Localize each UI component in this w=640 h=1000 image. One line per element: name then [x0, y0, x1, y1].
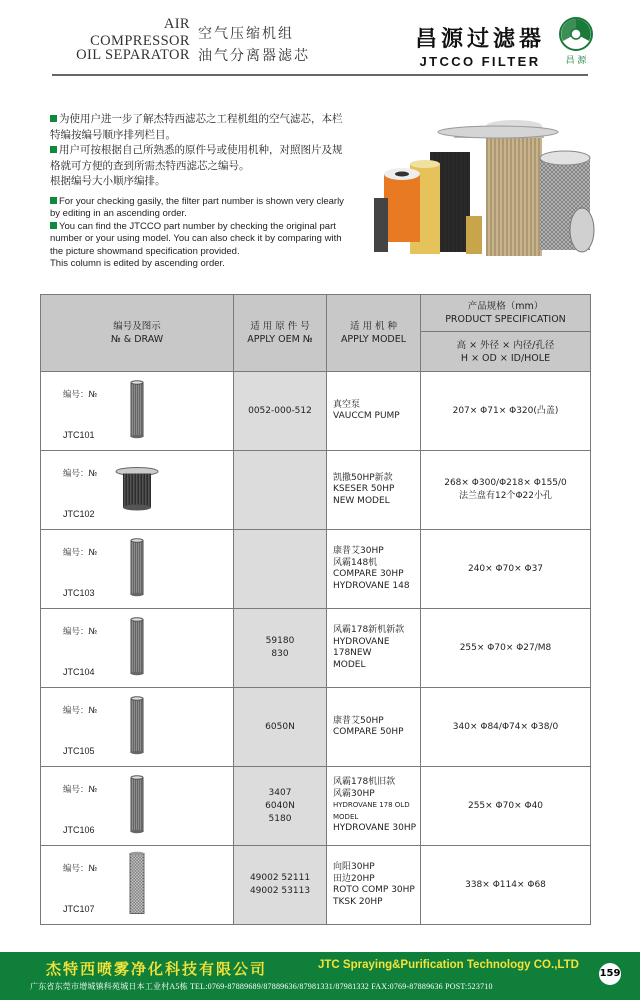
- part-code: JTC105: [63, 746, 95, 756]
- oem-line: 0052-000-512: [248, 405, 312, 416]
- cell-spec: [421, 451, 591, 530]
- oem-line: 5180: [268, 813, 292, 824]
- number-label: 编号：№: [63, 864, 98, 874]
- model-line: 康普艾30HP: [333, 546, 384, 556]
- table-row: [41, 372, 591, 451]
- bullet-square-icon: [50, 146, 57, 153]
- spec-line: 法兰盘有12个Φ22小孔: [459, 491, 552, 501]
- logo-text: 昌 源: [565, 56, 587, 66]
- header-model: 适 用 机 种 APPLY MODEL: [327, 295, 421, 372]
- table-row: [41, 767, 591, 846]
- brand-name-en: JTCCO FILTER: [419, 54, 541, 69]
- cell-oem: [234, 767, 327, 846]
- cell-number-draw: [41, 846, 234, 925]
- cell-model: [327, 767, 421, 846]
- model-line: 凯撒50HP新款: [333, 472, 393, 483]
- number-label: 编号：№: [63, 469, 98, 479]
- cell-model: [327, 688, 421, 767]
- oem-line: 830: [271, 649, 289, 659]
- intro-zh-para1: 为使用户进一步了解杰特西滤芯之工程机组的空气滤芯，本栏特编按编号顺序排列栏目。: [50, 113, 343, 141]
- filter-spec-table: [40, 294, 591, 925]
- header-line1-en: AIR COMPRESSOR: [90, 16, 190, 49]
- oem-line: 49002 52111: [249, 873, 311, 883]
- number-label: 编号：№: [63, 390, 98, 400]
- cell-model: [327, 609, 421, 688]
- cylinder-filter-icon: [129, 696, 145, 759]
- header-spec-sub: 高 × 外径 × 内径/孔径 H × OD × ID/HOLE: [421, 332, 591, 372]
- model-line: 真空泵: [333, 399, 361, 410]
- model-line: HYDROVANE 178NEW: [333, 636, 390, 658]
- oem-line: 49002 53113: [249, 886, 311, 896]
- model-line: VAUCCM PUMP: [333, 411, 400, 421]
- header-spec: 产品规格（mm） PRODUCT SPECIFICATION: [421, 295, 591, 332]
- spec-line: 340× Φ84/Φ74× Φ38/0: [452, 721, 559, 732]
- model-line: 风霸178新机新款: [333, 625, 405, 635]
- cell-spec: [421, 688, 591, 767]
- cell-oem: [234, 372, 327, 451]
- footer-address: 广东省东莞市增城镇科苑城日本工业村A5栋 TEL:0769-87889689/87889636/87981331/87981332 FAX:0769-87889636 POST:523710: [30, 982, 493, 991]
- model-line: 康普艾50HP: [333, 715, 384, 726]
- oem-line: 3407: [268, 787, 292, 798]
- cell-number-draw: [41, 530, 234, 609]
- cell-model: [327, 530, 421, 609]
- cylinder-filter-icon: [129, 538, 145, 601]
- spec-line: 240× Φ70× Φ37: [467, 563, 544, 574]
- model-line: 风霸30HP: [333, 788, 375, 799]
- cell-spec: [421, 372, 591, 451]
- model-line: 田边20HP: [333, 873, 375, 884]
- model-line: NEW MODEL: [333, 495, 390, 506]
- spec-line: 207× Φ71× Φ320(凸盖): [452, 405, 559, 416]
- table-row: [41, 451, 591, 530]
- cell-number-draw: [41, 372, 234, 451]
- intro-zh-para3: 根据编号大小顺序编排。: [50, 175, 166, 187]
- model-line: KSESER 50HP: [333, 484, 395, 495]
- table-row: [41, 846, 591, 925]
- header-titles: [62, 16, 310, 66]
- header-line1-zh: 空气压缩机组: [198, 26, 294, 42]
- spec-line: 268× Φ300/Φ218× Φ155/0: [444, 478, 567, 488]
- cell-spec: [421, 846, 591, 925]
- cylinder-filter-icon: [129, 775, 145, 838]
- cell-oem: [234, 846, 327, 925]
- cell-number-draw: [41, 688, 234, 767]
- cell-spec: [421, 767, 591, 846]
- table-row: [41, 609, 591, 688]
- model-line: HYDROVANE 30HP: [333, 823, 417, 834]
- header-line2-zh: 油气分离器滤芯: [198, 48, 310, 64]
- bullet-square-icon: [50, 197, 57, 204]
- cell-oem: [234, 451, 327, 530]
- footer-company-en: JTC Spraying&Purification Technology CO.,LTD: [318, 959, 579, 971]
- intro-en-para1: For your checking gasily, the filter part number is shown very clearly by editing in an ascending order.: [50, 195, 344, 219]
- company-logo: [556, 16, 596, 66]
- intro-en-para2: You can find the JTCCO part number by checking the original part number or your using model. You can also check it by comparing with the picture showmand specification provided.: [50, 220, 342, 257]
- model-line: COMPARE 30HP: [333, 569, 404, 579]
- part-code: JTC102: [63, 509, 95, 519]
- flanged-filter-icon: [115, 466, 159, 515]
- filters-product-photo: [370, 118, 598, 274]
- part-code: JTC106: [63, 825, 95, 835]
- intro-text: [50, 112, 350, 271]
- part-code: JTC101: [63, 430, 95, 440]
- oem-line: 59180: [265, 636, 295, 646]
- footer-bar: [0, 952, 640, 1000]
- number-label: 编号：№: [63, 706, 98, 716]
- cell-model: [327, 846, 421, 925]
- header-oem: 适 用 原 件 号 APPLY OEM №: [234, 295, 327, 372]
- spec-line: 255× Φ70× Φ27/M8: [459, 642, 552, 653]
- number-label: 编号：№: [63, 785, 98, 795]
- mesh-filter-icon: [128, 852, 146, 919]
- model-line: MODEL: [333, 659, 366, 670]
- table-body: [41, 372, 591, 925]
- oem-line: 6050N: [265, 721, 295, 732]
- header-line2-en: OIL SEPARATOR: [76, 46, 190, 63]
- oem-line: 6040N: [265, 800, 295, 811]
- part-code: JTC107: [63, 904, 95, 914]
- brand-name-zh: 昌源过滤器: [415, 27, 546, 52]
- model-line: 向阳30HP: [333, 862, 375, 872]
- model-line: HYDROVANE 178 OLD MODEL: [333, 801, 410, 821]
- header-number-draw: 编号及图示 № & DRAW: [41, 295, 234, 372]
- part-code: JTC104: [63, 667, 95, 677]
- cell-number-draw: [41, 609, 234, 688]
- bullet-square-icon: [50, 222, 57, 229]
- cell-number-draw: [41, 767, 234, 846]
- model-line: 风霸178机旧款: [333, 777, 396, 788]
- number-label: 编号：№: [63, 548, 98, 558]
- cell-spec: [421, 530, 591, 609]
- model-line: COMPARE 50HP: [333, 727, 404, 737]
- cell-oem: [234, 530, 327, 609]
- brand-block: [415, 22, 545, 69]
- logo-emblem-icon: [558, 16, 594, 52]
- cell-model: [327, 451, 421, 530]
- model-line: TKSK 20HP: [333, 896, 383, 907]
- cylinder-filter-icon: [129, 617, 145, 680]
- number-label: 编号：№: [63, 627, 98, 637]
- intro-en: [50, 196, 350, 271]
- cylinder-filter-icon: [129, 380, 145, 443]
- model-line: ROTO COMP 30HP: [333, 885, 415, 895]
- cell-oem: [234, 688, 327, 767]
- cell-spec: [421, 609, 591, 688]
- cell-number-draw: [41, 451, 234, 530]
- intro-zh: [50, 112, 350, 190]
- intro-en-para3: This column is edited by ascending order.: [50, 258, 225, 269]
- header-divider: [52, 74, 588, 76]
- bullet-square-icon: [50, 115, 57, 122]
- cell-model: [327, 372, 421, 451]
- table-row: [41, 688, 591, 767]
- part-code: JTC103: [63, 588, 95, 598]
- model-line: HYDROVANE 148: [333, 580, 410, 591]
- page-number: 159: [599, 963, 621, 985]
- table-row: [41, 530, 591, 609]
- model-line: 风霸148机: [333, 557, 378, 568]
- cell-oem: [234, 609, 327, 688]
- spec-line: 255× Φ70× Φ40: [467, 800, 544, 811]
- spec-line: 338× Φ114× Φ68: [465, 879, 546, 890]
- intro-zh-para2: 用户可按根据自己所熟悉的原件号或使用机种，对照图片及规格就可方便的查到所需杰特西滤芯之编号。: [50, 144, 343, 172]
- footer-company-zh: 杰特西喷雾净化科技有限公司: [46, 960, 268, 978]
